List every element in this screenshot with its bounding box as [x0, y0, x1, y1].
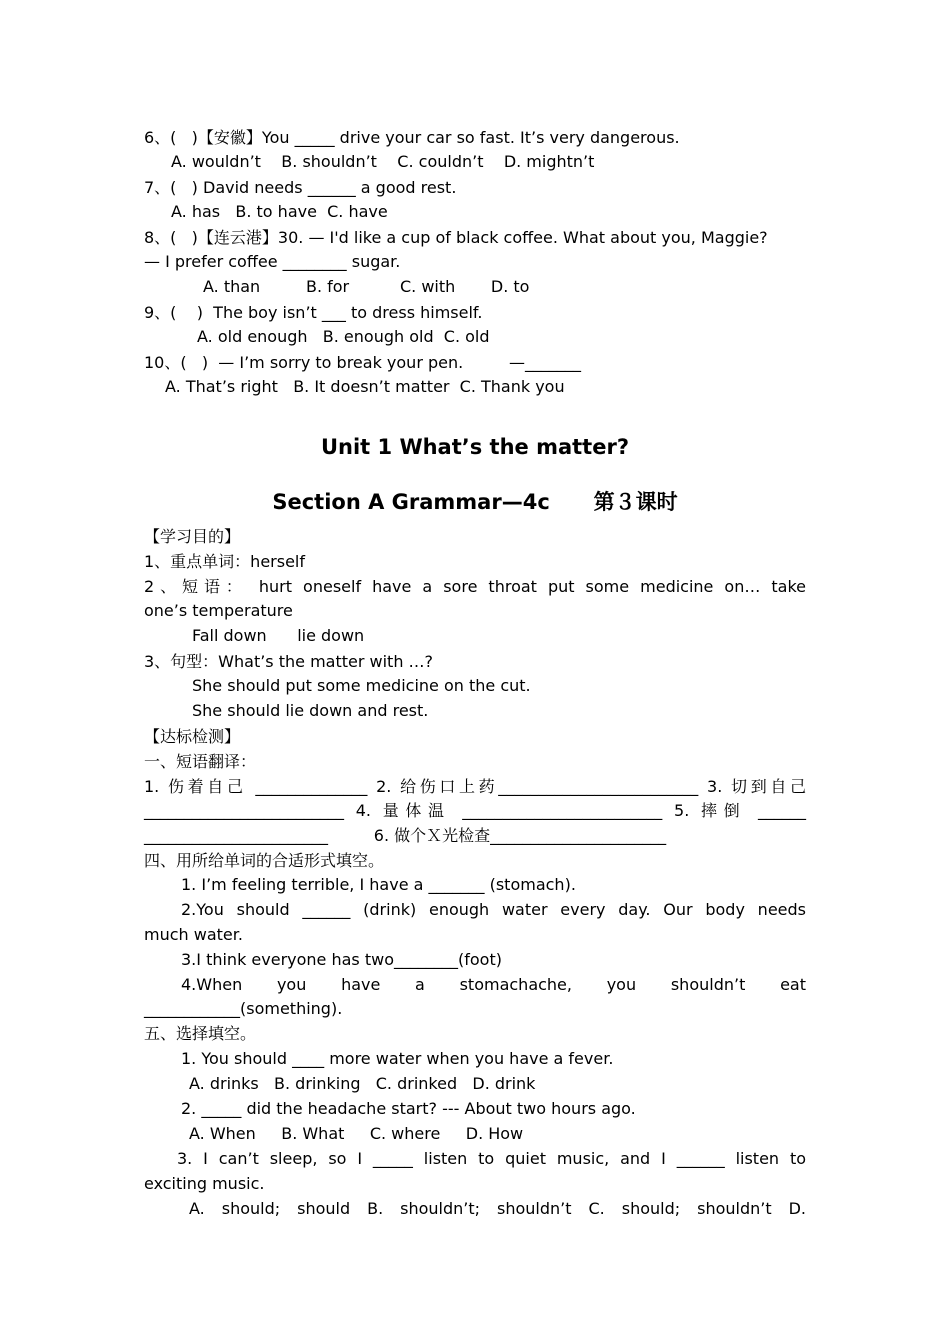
part4-item2: 2.You should ______ (drink) enough water every day. Our body needs [181, 900, 806, 919]
question-9-options: A. old enough B. enough old C. old [197, 327, 490, 346]
objective-sentence-2: She should lie down and rest. [192, 701, 429, 720]
part1-line1: 1. 伤着自己 ______________ 2. 给伤口上药_________________________ 3. 切到自己 [144, 777, 806, 796]
objective-phrases-cont2: Fall down lie down [192, 626, 365, 645]
question-10-options: A. That’s right B. It doesn’t matter C. Thank you [165, 377, 565, 396]
part4-title: 四、用所给单词的合适形式填空。 [144, 851, 385, 870]
objective-phrases-cont: one’s temperature [144, 601, 293, 620]
part5-item1-options: A. drinks B. drinking C. drinked D. drink [189, 1074, 536, 1093]
question-8: 8、( )【连云港】30. — I'd like a cup of black coffee. What about you, Maggie? [144, 228, 768, 247]
part4-item2-cont: much water. [144, 925, 243, 944]
question-7: 7、( ) David needs ______ a good rest. [144, 178, 457, 197]
part5-item1: 1. You should ____ more water when you have a fever. [181, 1049, 614, 1068]
part4-item4-cont: ____________(something). [144, 999, 343, 1018]
part4-item4: 4.When you have a stomachache, you shouldn’t eat [181, 975, 806, 994]
objective-words: 1、重点单词：herself [144, 552, 306, 571]
question-7-options: A. has B. to have C. have [171, 202, 388, 221]
objectives-header: 【学习目的】 [144, 527, 241, 546]
part1-line2: _________________________ 4. 量体温 _________________________ 5. 摔倒 ______ [144, 801, 806, 820]
section-title: Section A Grammar—4c 第３课时 [272, 490, 678, 514]
part5-title: 五、选择填空。 [144, 1024, 257, 1043]
part5-item3-options: A. should; should B. shouldn’t; shouldn’t C. should; shouldn’t D. [189, 1199, 806, 1218]
objective-sentence-1: She should put some medicine on the cut. [192, 676, 531, 695]
part4-item3: 3.I think everyone has two________(foot) [181, 950, 502, 969]
part5-item2-options: A. When B. What C. where D. How [189, 1124, 524, 1143]
part1-title: 一、短语翻译： [144, 752, 257, 771]
objective-phrases: 2、短语： hurt oneself have a sore throat put some medicine on… take [144, 577, 806, 596]
part5-item3: 3. I can’t sleep, so I _____ listen to quiet music, and I ______ listen to [177, 1149, 806, 1168]
check-header: 【达标检测】 [144, 727, 241, 746]
question-9: 9、( ) The boy isn’t ___ to dress himself. [144, 303, 483, 322]
part4-item1: 1. I’m feeling terrible, I have a _______ (stomach). [181, 875, 576, 894]
objective-sentences: 3、句型：What’s the matter with …? [144, 652, 434, 671]
part1-line3: _______________________ 6. 做个Ｘ光检查______________________ [144, 826, 667, 845]
question-8-line2: — I prefer coffee ________ sugar. [144, 252, 401, 271]
part5-item2: 2. _____ did the headache start? --- About two hours ago. [181, 1099, 636, 1118]
question-10: 10、( ) — I’m sorry to break your pen. —_______ [144, 353, 581, 372]
question-8-options: A. than B. for C. with D. to [203, 277, 530, 296]
question-6-options: A. wouldn’t B. shouldn’t C. couldn’t D. mightn’t [171, 152, 595, 171]
question-6: 6、( )【安徽】You _____ drive your car so fast. It’s very dangerous. [144, 128, 680, 147]
part5-item3-cont: exciting music. [144, 1174, 265, 1193]
unit-title: Unit 1 What’s the matter? [320, 435, 630, 459]
